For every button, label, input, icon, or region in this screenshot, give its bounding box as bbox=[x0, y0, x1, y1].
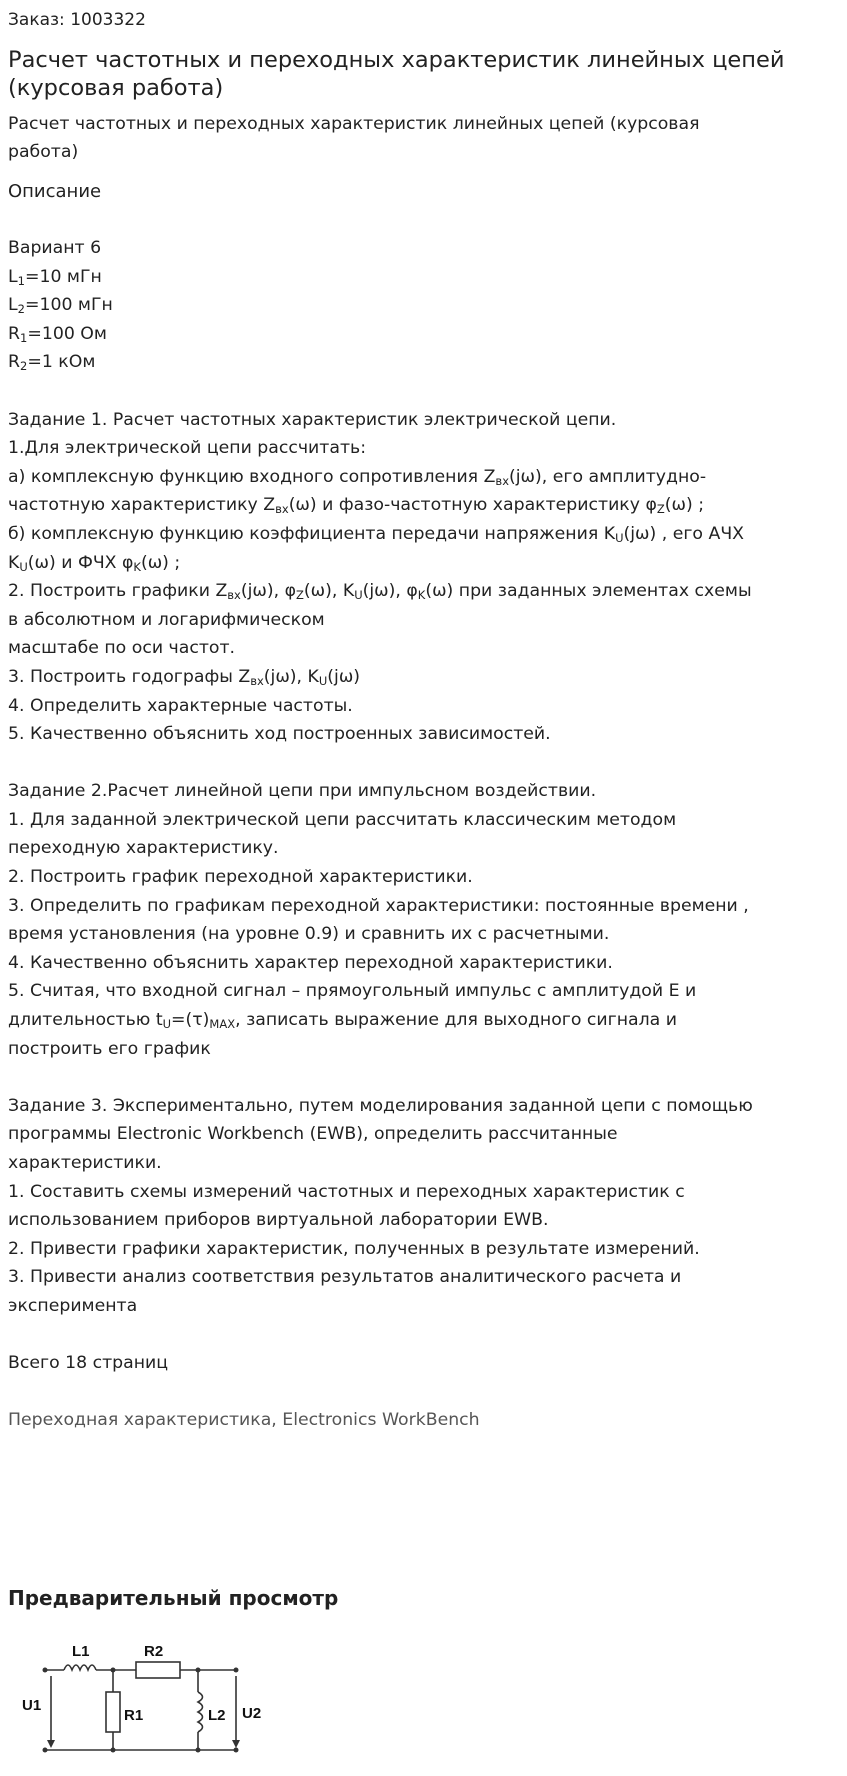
tag-link-transient[interactable]: Переходная характеристика bbox=[8, 1410, 272, 1431]
param-r1: $R_1=100$ Ом bbox=[8, 323, 107, 345]
task2-title: Задание 2.Расчет линейной цепи при импульсном воздействии. bbox=[8, 781, 597, 802]
subtitle-line-1: Расчет частотных и переходных характеристик линейных цепей (курсовая bbox=[8, 114, 700, 134]
task2-item-5-cont2: построить его график bbox=[8, 1038, 211, 1059]
tag-link-ewb[interactable]: Electronics WorkBench bbox=[282, 1410, 480, 1431]
task1-item-a2: частотную характеристику $Z_{вх}(\omega)$ и фазо-частотную характеристику $\varphi_Z(\omega)$ ; bbox=[8, 495, 705, 517]
param-l1: $L_1=10$ мГн bbox=[8, 266, 102, 288]
task3-item-1-cont: использованием приборов виртуальной лаборатории EWB. bbox=[8, 1210, 549, 1231]
pages-total: Всего 18 страниц bbox=[8, 1353, 169, 1374]
tag-separator: , bbox=[271, 1410, 277, 1431]
title-line-1: Расчет частотных и переходных характеристик линейных цепей bbox=[8, 47, 785, 73]
task1-item-5: 5. Качественно объяснить ход построенных зависимостей. bbox=[8, 724, 551, 745]
task2-item-1-cont: переходную характеристику. bbox=[8, 838, 279, 859]
task2-item-4: 4. Качественно объяснить характер переходной характеристики. bbox=[8, 952, 613, 973]
task3-title-cont: программы Electronic Workbench (EWB), определить рассчитанные bbox=[8, 1124, 618, 1145]
scheme-label-u1: U1 bbox=[22, 1697, 42, 1715]
param-r2: $R_2=1$ кОм bbox=[8, 352, 96, 374]
task1-item-b2: $K_U(\omega)$ и ФЧХ $\varphi_K(\omega)$ ; bbox=[8, 552, 181, 574]
task1-title: Задание 1. Расчет частотных характеристик электрической цепи. bbox=[8, 409, 617, 430]
page-subtitle bbox=[8, 110, 839, 166]
task2-item-5: 5. Считая, что входной сигнал – прямоугольный импульс с амплитудой E и bbox=[8, 981, 697, 1002]
scheme-label-u2: U2 bbox=[242, 1705, 262, 1723]
scheme-label-l2: L2 bbox=[208, 1707, 226, 1725]
scheme-label-r1: R1 bbox=[124, 1707, 144, 1725]
task2-item-3-cont: время установления (на уровне 0.9) и сравнить их с расчетными. bbox=[8, 924, 610, 945]
task2-item-3: 3. Определить по графикам переходной характеристики: постоянные времени , bbox=[8, 895, 749, 916]
order-label: Заказ: bbox=[8, 10, 65, 30]
task1-item-2-cont: в абсолютном и логарифмическом bbox=[8, 609, 325, 630]
task2-item-5-cont: длительностью $t_U=(\tau)_{MAX}$, записать выражение для выходного сигнала и bbox=[8, 1010, 677, 1032]
task3-item-3-cont: эксперимента bbox=[8, 1295, 138, 1316]
tag-list bbox=[8, 1406, 839, 1434]
circuit-scheme-image bbox=[8, 1630, 308, 1760]
variant: Вариант 6 bbox=[8, 238, 102, 258]
task1-item-4: 4. Определить характерные частоты. bbox=[8, 695, 353, 716]
task1-item-2: 2. Построить графики $Z_{вх}(j\omega)$, $\varphi_Z(\omega)$, $K_U(j\omega)$, $\varphi_K(\omega)$ при заданных элементах схемы bbox=[8, 581, 752, 603]
task1-item-a1: а) комплексную функцию входного сопротивления $Z_{вх}(j\omega)$, его амплитудно- bbox=[8, 466, 707, 488]
title-line-2: (курсовая работа) bbox=[8, 75, 224, 101]
subtitle-line-2: работа) bbox=[8, 142, 79, 162]
preview-heading: Предварительный просмотр bbox=[8, 1586, 339, 1611]
task2-item-1: 1. Для заданной электрической цепи рассчитать классическим методом bbox=[8, 809, 677, 830]
task2-item-2: 2. Построить график переходной характеристики. bbox=[8, 867, 473, 888]
task3-title-cont2: характеристики. bbox=[8, 1153, 162, 1173]
task1-item-3: 3. Построить годографы $Z_{вх}(j\omega)$, $K_U(j\omega)$ bbox=[8, 666, 361, 688]
task1-item-1: 1.Для электрической цепи рассчитать: bbox=[8, 438, 367, 459]
description-body bbox=[8, 234, 839, 1406]
task3-title: Задание 3. Экспериментально, путем моделирования заданной цепи с помощью bbox=[8, 1095, 753, 1116]
order-number bbox=[8, 8, 839, 32]
task1-item-b1: б) комплексную функцию коэффициента передачи напряжения $K_U(j\omega)$ , его АЧХ bbox=[8, 523, 745, 545]
param-l2: $L_2=100$ мГн bbox=[8, 295, 113, 317]
task3-item-2: 2. Привести графики характеристик, полученных в результате измерений. bbox=[8, 1238, 700, 1259]
page-title bbox=[8, 46, 839, 102]
task1-item-2-cont2: масштабе по оси частот. bbox=[8, 638, 236, 659]
order-value: 1003322 bbox=[70, 10, 146, 30]
task3-item-3: 3. Привести анализ соответствия результатов аналитического расчета и bbox=[8, 1267, 682, 1288]
task3-item-1: 1. Составить схемы измерений частотных и переходных характеристик с bbox=[8, 1181, 685, 1202]
scheme-label-l1: L1 bbox=[72, 1643, 90, 1661]
scheme-label-r2: R2 bbox=[144, 1643, 164, 1661]
description-heading: Описание bbox=[8, 181, 102, 202]
